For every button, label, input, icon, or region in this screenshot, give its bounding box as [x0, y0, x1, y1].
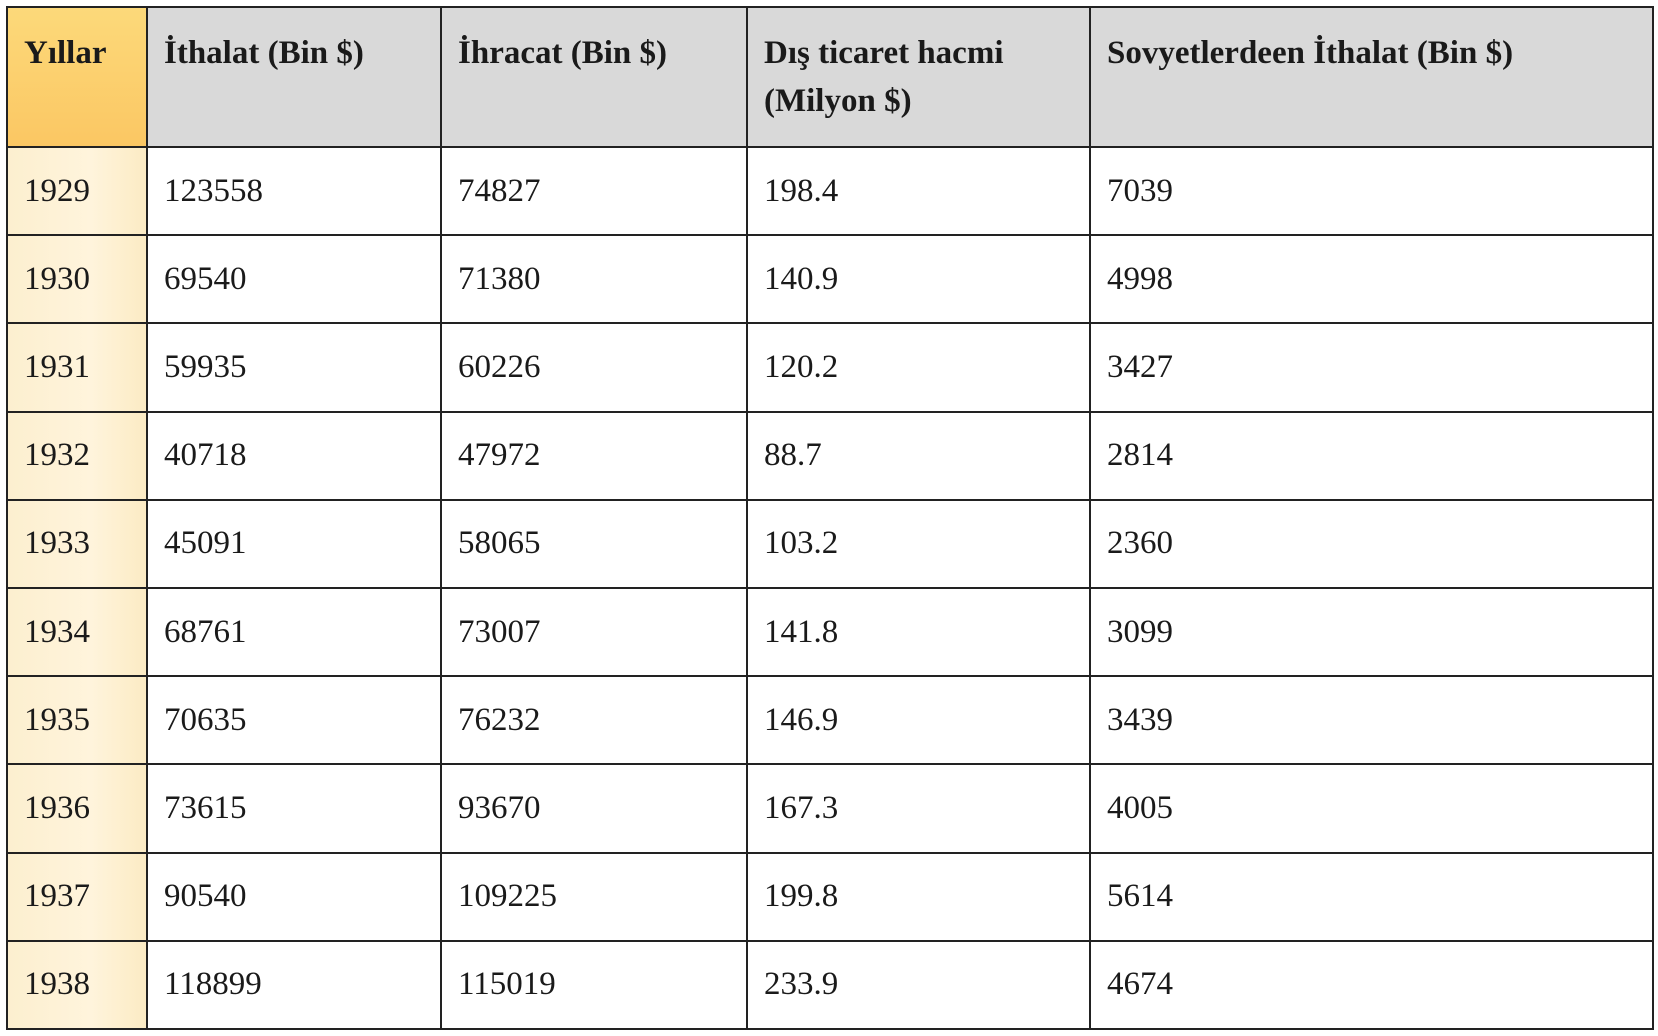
soviet-imports-cell: 2814 — [1090, 412, 1653, 500]
trade-volume-cell: 88.7 — [747, 412, 1090, 500]
exports-cell: 71380 — [441, 235, 747, 323]
table-row — [7, 853, 1653, 941]
imports-cell: 68761 — [147, 588, 441, 676]
exports-cell: 47972 — [441, 412, 747, 500]
year-cell: 1929 — [7, 147, 147, 235]
table-row — [7, 412, 1653, 500]
imports-cell: 90540 — [147, 853, 441, 941]
soviet-imports-cell: 4674 — [1090, 941, 1653, 1029]
year-cell: 1932 — [7, 412, 147, 500]
imports-cell: 70635 — [147, 676, 441, 764]
column-header-trade-volume: Dış ticaret hacmi (Milyon $) — [747, 7, 1090, 147]
soviet-imports-cell: 4998 — [1090, 235, 1653, 323]
soviet-imports-cell: 3099 — [1090, 588, 1653, 676]
trade-volume-cell: 103.2 — [747, 500, 1090, 588]
soviet-imports-cell: 5614 — [1090, 853, 1653, 941]
table-row — [7, 764, 1653, 852]
exports-cell: 58065 — [441, 500, 747, 588]
exports-cell: 74827 — [441, 147, 747, 235]
table-row — [7, 941, 1653, 1029]
trade-volume-cell: 140.9 — [747, 235, 1090, 323]
column-header-years: Yıllar — [7, 7, 147, 147]
imports-cell: 69540 — [147, 235, 441, 323]
exports-cell: 93670 — [441, 764, 747, 852]
year-cell: 1935 — [7, 676, 147, 764]
soviet-imports-cell: 4005 — [1090, 764, 1653, 852]
exports-cell: 109225 — [441, 853, 747, 941]
table-row — [7, 235, 1653, 323]
table-row — [7, 323, 1653, 411]
column-header-soviet-imports: Sovyetlerdeen İthalat (Bin $) — [1090, 7, 1653, 147]
imports-cell: 73615 — [147, 764, 441, 852]
year-cell: 1933 — [7, 500, 147, 588]
imports-cell: 40718 — [147, 412, 441, 500]
imports-cell: 123558 — [147, 147, 441, 235]
imports-cell: 59935 — [147, 323, 441, 411]
trade-table-container — [6, 6, 1652, 1030]
table-row — [7, 676, 1653, 764]
exports-cell: 76232 — [441, 676, 747, 764]
imports-cell: 45091 — [147, 500, 441, 588]
exports-cell: 60226 — [441, 323, 747, 411]
table-header-row — [7, 7, 1653, 147]
year-cell: 1931 — [7, 323, 147, 411]
year-cell: 1936 — [7, 764, 147, 852]
trade-volume-cell: 120.2 — [747, 323, 1090, 411]
trade-volume-cell: 146.9 — [747, 676, 1090, 764]
table-body — [7, 147, 1653, 1029]
table-row — [7, 147, 1653, 235]
trade-table — [6, 6, 1654, 1030]
imports-cell: 118899 — [147, 941, 441, 1029]
trade-volume-cell: 199.8 — [747, 853, 1090, 941]
soviet-imports-cell: 7039 — [1090, 147, 1653, 235]
year-cell: 1930 — [7, 235, 147, 323]
year-cell: 1938 — [7, 941, 147, 1029]
trade-volume-cell: 233.9 — [747, 941, 1090, 1029]
table-row — [7, 500, 1653, 588]
exports-cell: 115019 — [441, 941, 747, 1029]
trade-volume-cell: 198.4 — [747, 147, 1090, 235]
year-cell: 1934 — [7, 588, 147, 676]
exports-cell: 73007 — [441, 588, 747, 676]
table-row — [7, 588, 1653, 676]
soviet-imports-cell: 3427 — [1090, 323, 1653, 411]
year-cell: 1937 — [7, 853, 147, 941]
column-header-exports: İhracat (Bin $) — [441, 7, 747, 147]
soviet-imports-cell: 3439 — [1090, 676, 1653, 764]
column-header-imports: İthalat (Bin $) — [147, 7, 441, 147]
trade-volume-cell: 167.3 — [747, 764, 1090, 852]
trade-volume-cell: 141.8 — [747, 588, 1090, 676]
soviet-imports-cell: 2360 — [1090, 500, 1653, 588]
